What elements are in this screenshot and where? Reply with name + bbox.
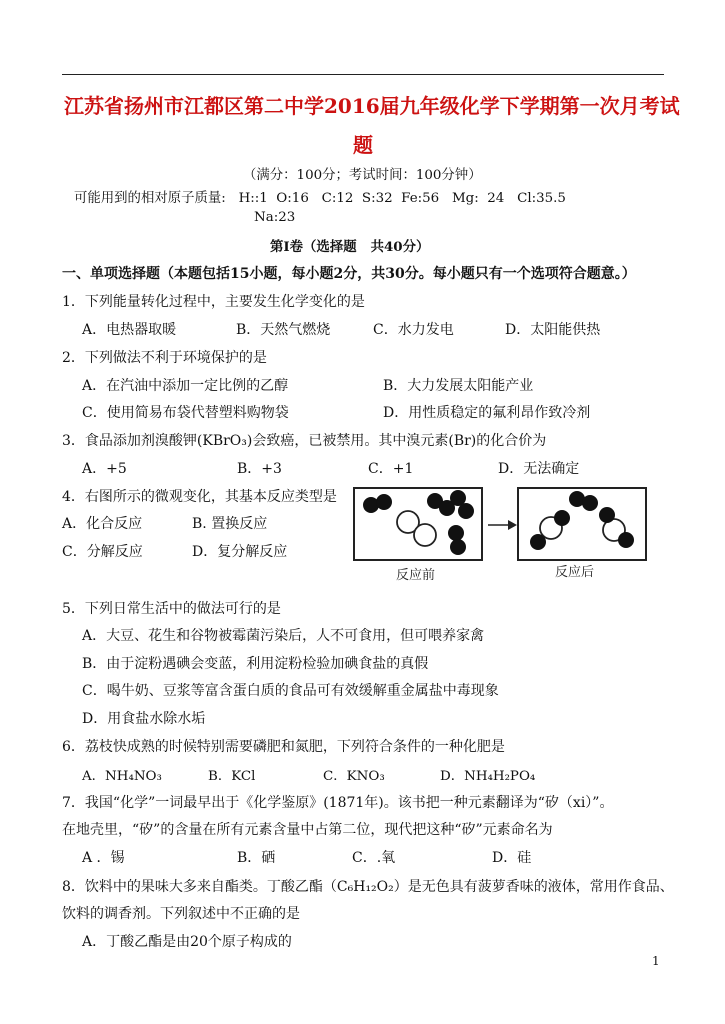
question-6-option-d: D．NH₄H₂PO₄ (440, 769, 536, 784)
question-6-stem: 6．荔枝快成熟的时候特别需要磷肥和氮肥，下列符合条件的一种化肥是 (62, 739, 505, 755)
exam-info: （满分：100分；考试时间：100分钟） (243, 168, 482, 183)
question-7-option-c: C．.氧 (352, 850, 396, 866)
before-reaction-panel (354, 488, 482, 560)
exam-title-line2: 题 (353, 133, 373, 157)
question-8-option-a: A．丁酸乙酯是由20个原子构成的 (82, 934, 292, 950)
question-5-stem: 5．下列日常生活中的做法可行的是 (62, 601, 281, 617)
question-7-option-a: A ．锡 (82, 850, 125, 866)
question-1-option-c: C．水力发电 (373, 322, 454, 338)
question-2-option-d: D．用性质稳定的氟利昂作致冷剂 (383, 405, 591, 421)
reaction-arrow (488, 520, 517, 530)
question-3-stem: 3．食品添加剂溴酸钾(KBrO₃)会致癌，已被禁用。其中溴元素(Br)的化合价为 (62, 433, 547, 449)
reaction-diagram (352, 485, 666, 585)
question-8-stem-line1: 8．饮料中的果味大多来自酯类。丁酸乙酯（C₆H₁₂O₂）是无色具有菠萝香味的液体，常用作食品、 (62, 879, 674, 895)
question-5-option-c: C．喝牛奶、豆浆等富含蛋白质的食品可有效缓解重金属盐中毒现象 (82, 683, 499, 699)
part-intro: 一、单项选择题（本题包括15小题，每小题2分，共30分。每小题只有一个选项符合题意。） (62, 266, 636, 282)
before-label: 反应前 (396, 568, 436, 583)
question-5-option-d: D．用食盐水除水垢 (82, 711, 206, 727)
question-2-option-c: C．使用简易布袋代替塑料购物袋 (82, 405, 289, 421)
after-label: 反应后 (555, 565, 595, 580)
question-3-option-a: A．+5 (82, 461, 127, 477)
question-7-option-b: B．硒 (237, 850, 276, 866)
question-5-option-a: A．大豆、花生和谷物被霉菌污染后，人不可食用，但可喂养家禽 (82, 628, 485, 644)
question-1-stem: 1．下列能量转化过程中，主要发生化学变化的是 (62, 294, 365, 310)
question-1-option-a: A．电热器取暖 (82, 322, 177, 338)
question-4-option-d: D．复分解反应 (192, 544, 288, 560)
question-7-stem-line1: 7．我国“化学”一词最早出于《化学鉴原》(1871年)。该书把一种元素翻译为“矽（xi）”。 (62, 795, 614, 811)
after-reaction-panel (518, 488, 646, 560)
page-number: 1 (652, 954, 660, 968)
exam-title-line1: 江苏省扬州市江都区第二中学2016届九年级化学下学期第一次月考试 (64, 94, 680, 118)
header-rule (62, 74, 664, 75)
question-1-option-d: D．太阳能供热 (505, 322, 601, 338)
question-3-option-c: C．+1 (368, 461, 414, 477)
question-3-option-b: B．+3 (237, 461, 282, 477)
question-6-option-a: A．NH₄NO₃ (82, 769, 162, 784)
question-4-option-c: C．分解反应 (62, 544, 143, 560)
question-4-option-b: B. 置换反应 (192, 516, 268, 532)
atomic-mass-line1: 可能用到的相对原子质量: H::1 O:16 C:12 S:32 Fe:56 Mg: 24 Cl:35.5 (74, 191, 566, 206)
question-7-stem-line2: 在地壳里，“矽”的含量在所有元素含量中占第二位，现代把这种“矽”元素命名为 (62, 822, 553, 838)
question-4-option-a: A．化合反应 (62, 516, 143, 532)
atomic-mass-line2: Na:23 (254, 210, 296, 225)
question-1-option-b: B．天然气燃烧 (236, 322, 331, 338)
question-4-stem: 4．右图所示的微观变化，其基本反应类型是 (62, 489, 337, 505)
question-6-option-b: B．KCl (208, 769, 256, 784)
question-2-option-b: B．大力发展太阳能产业 (383, 378, 534, 394)
question-8-stem-line2: 饮料的调香剂。下列叙述中不正确的是 (62, 906, 300, 922)
question-3-option-d: D．无法确定 (498, 461, 580, 477)
section-title: 第Ⅰ卷（选择题 共40分） (270, 239, 430, 255)
question-6-option-c: C．KNO₃ (323, 769, 385, 784)
question-5-option-b: B．由于淀粉遇碘会变蓝，利用淀粉检验加碘食盐的真假 (82, 656, 429, 672)
question-7-option-d: D．硅 (492, 850, 532, 866)
question-2-option-a: A．在汽油中添加一定比例的乙醇 (82, 378, 289, 394)
question-2-stem: 2．下列做法不利于环境保护的是 (62, 350, 267, 366)
